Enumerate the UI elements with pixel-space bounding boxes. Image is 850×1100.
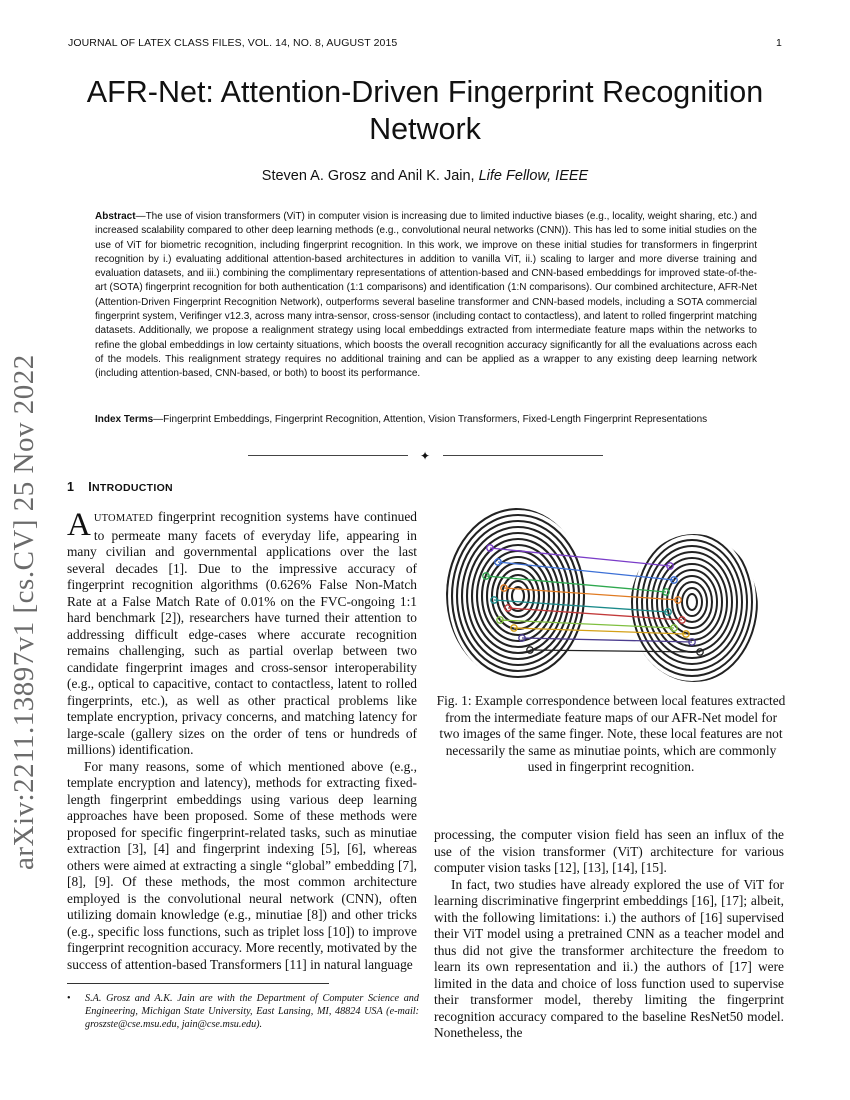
right-column	[434, 827, 784, 1042]
section-heading	[67, 480, 173, 494]
intro-paragraph-4: In fact, two studies have already explored the use of ViT for learning discriminative fingerprint embeddings [16], [17]; albeit, with the following limitations: i.) the authors of [16] supervised their ViT model using a pretrained CNN as a teacher model and thus did not give the transformer architecture the freedom to learn its own representation and ii.) the authors of [17] were limited in the data and choice of loss function used to supervise their transformer model, thereby limiting the fingerprint recognition accuracy compared to the baseline ResNet50 model. Nonetheless, the	[434, 876, 784, 1040]
authors	[60, 168, 790, 184]
section-title-rest: NTRODUCTION	[92, 482, 173, 494]
footnote-rule	[67, 983, 329, 984]
footnote-text: S.A. Grosz and A.K. Jain are with the Department of Computer Science and Engineering, Michigan State University, East Lansing, MI, 48824 USA (e-mail: groszste@cse.msu.edu, jain@cse.msu.edu).	[85, 993, 419, 1030]
index-terms-label: Index Terms	[95, 414, 154, 425]
divider-rule-left	[248, 455, 408, 456]
match-line	[530, 650, 700, 652]
lead-smallcaps: UTOMATED	[93, 513, 153, 524]
running-head: JOURNAL OF LATEX CLASS FILES, VOL. 14, NO. 8, AUGUST 2015	[68, 37, 398, 49]
abstract	[95, 210, 757, 382]
section-number: 1	[67, 480, 75, 494]
author-names: Steven A. Grosz and Anil K. Jain,	[261, 168, 479, 184]
intro-paragraph-2: For many reasons, some of which mentioned above (e.g., template encryption and latency), methods for extracting fixed-length fingerprint embeddings using various deep learning approaches have been proposed. Some of these methods were proposed for specific fingerprint-related tasks, such as minutiae extraction [3], [4] and fingerprint indexing [5], [6], whereas others were aimed at extracting a single “global” embedding [7], [8], [9]. Of these methods, the most common architecture employed is the convolutional neural network (CNN), often utilizing domain knowledge (e.g., minutiae [8]) and other tricks (e.g., specific loss functions, such as triplet loss [10]) to improve fingerprint recognition accuracy. More recently, motivated by the success of attention-based Transformers [11] in natural language	[67, 758, 417, 972]
fingerprint-left	[447, 509, 589, 683]
arxiv-stamp: arXiv:2211.13897v1 [cs.CV] 25 Nov 2022	[8, 354, 40, 870]
page-number: 1	[776, 37, 782, 49]
abstract-label: Abstract	[95, 211, 136, 222]
intro-paragraph-3: processing, the computer vision field has seen an influx of the use of the vision transformer (ViT) architecture for various computer vision tasks [12], [13], [14], [15].	[434, 827, 784, 875]
author-affiliation: Life Fellow, IEEE	[478, 168, 589, 184]
index-terms	[95, 413, 757, 427]
figure-caption: Fig. 1: Example correspondence between local features extracted from the intermediate feature maps of our AFR-Net model for two images of the same finger. Note, these local features are not necessarily the same as minutiae points, which are commonly used in fingerprint recognition.	[436, 693, 786, 775]
abstract-text: —The use of vision transformers (ViT) in computer vision is increasing due to limited inductive biases (e.g., locality, weight sharing, etc.) and increased scalability compared to other deep learning methods (e.g., convolutional neural networks (CNN)). This has led to some initial studies on the use of ViT for biometric recognition, including fingerprint recognition. In this work, we improve on these initial studies for transformers in fingerprint recognition by i.) evaluating additional attention-based architectures in addition to vanilla ViT, ii.) scaling to larger and more diverse training and evaluation datasets, and iii.) combining the complimentary representations of attention-based and CNN-based embeddings for improved state-of-the-art (SOTA) fingerprint recognition for both authentication (1:1 comparisons) and identification (1:N comparisons). Our combined architecture, AFR-Net (Attention-Driven Fingerprint Recognition Network), outperforms several baseline transformer and CNN-based models, including a SOTA commercial fingerprint system, Verifinger v12.3, across many intra-sensor, cross-sensor (including contact to contactless), and latent to rolled fingerprint matching datasets. Additionally, we propose a realignment strategy using local embeddings extracted from intermediate feature maps within the networks to refine the global embeddings in low certainty situations, which boosts the overall recognition accuracy significantly for all the evaluations across each of the models. This realignment strategy requires no additional training and can be applied as a wrapper to any existing deep learning network (including attention-based, CNN-based, or both) to boost its performance.	[95, 211, 757, 380]
left-column	[67, 509, 417, 973]
paper-title: AFR-Net: Attention-Driven Fingerprint Recognition Network	[86, 75, 764, 146]
divider-diamond-icon: ✦	[419, 449, 431, 463]
section-title-initial: I	[88, 480, 93, 494]
intro-paragraph-1	[67, 509, 417, 759]
footnote-bullet: •	[67, 993, 71, 1004]
intro-p1-text: fingerprint recognition systems have continued to permeate many facets of everyday life, appearing in many civilian and governmental applications over the last several decades [1]. Due to the impressive accuracy of fingerprint recognition algorithms (0.626% False Non-Match Rate at a False Match Rate of 0.01% on the FVC-ongoing 1:1 hard benchmark [2]), researchers have turned their attention to addressing difficult edge-cases where accurate recognition remains challenging, such as partial overlap between two candidate fingerprint images and cross-sensor interoperability (e.g., optical to capacitive, contact to contactless, latent to rolled fingerprints, etc.), as well as other practical problems like template encryption, privacy concerns, and matching latency for large-scale (gallery sizes on the order of tens or hundreds of millions) identification.	[67, 509, 417, 757]
fingerprint-figure	[438, 504, 784, 687]
divider-rule-right	[443, 455, 603, 456]
index-terms-text: —Fingerprint Embeddings, Fingerprint Recognition, Attention, Vision Transformers, Fixed-Length Fingerprint Representations	[153, 414, 708, 425]
footnote	[67, 992, 419, 1031]
section-divider	[248, 450, 603, 462]
correspondence-lines	[483, 545, 703, 655]
fingerprint-right	[627, 522, 757, 682]
drop-cap: A	[67, 507, 91, 543]
